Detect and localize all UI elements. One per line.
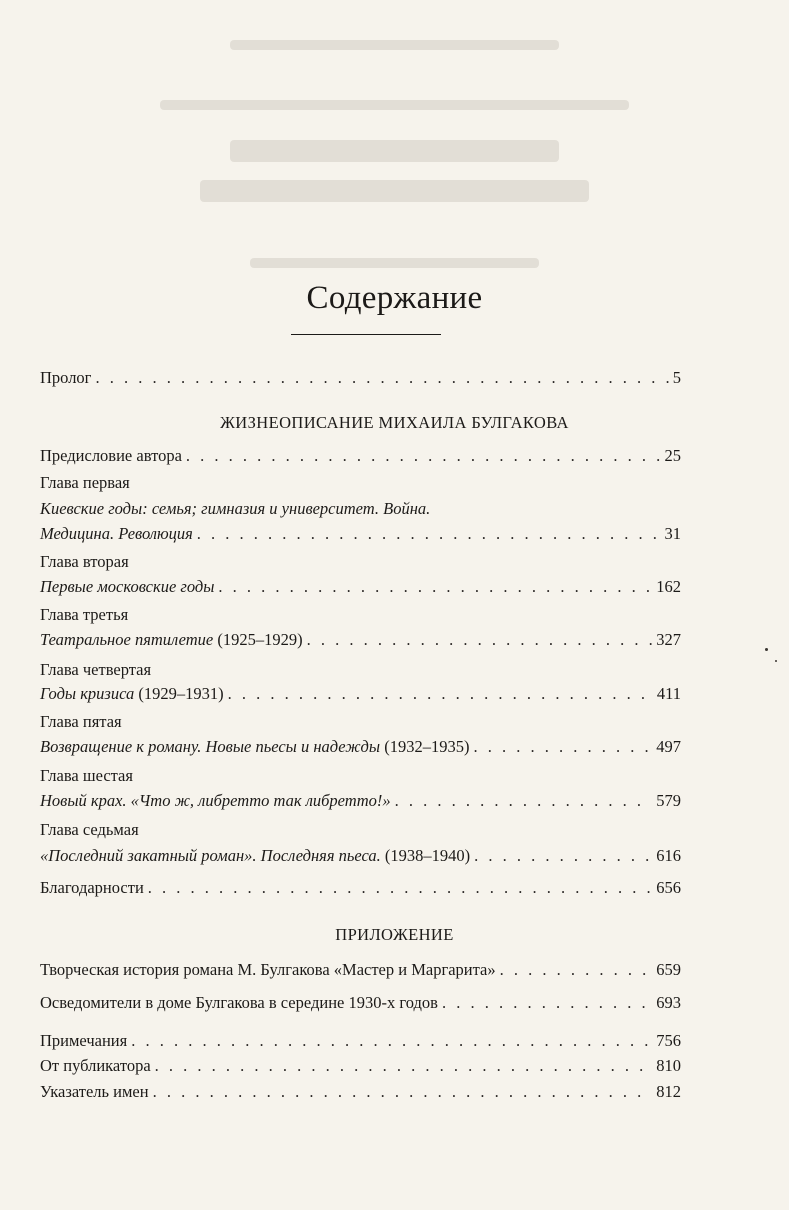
toc-page: 162 [656,577,681,596]
chapter-title-1-line1[interactable]: Киевские годы: семья; гимназия и университет. Война. [40,499,431,518]
toc-entry-chapter-3[interactable] [40,630,681,654]
chapter-label-6: Глава шестая [40,766,133,785]
toc-entry-appendix-2[interactable] [40,993,681,1017]
chapter-label-3: Глава третья [40,605,129,624]
title-underline [291,334,441,335]
toc-label: Творческая история романа М. Булгакова «Мастер и Маргарита» [40,960,496,979]
chapter-label-1: Глава первая [40,473,130,492]
toc-page: 5 [672,368,681,387]
toc-entry-prolog[interactable] [40,368,681,392]
toc-title: Годы кризиса [40,684,135,703]
toc-page: 579 [656,791,681,810]
toc-label: Примечания [40,1031,128,1050]
toc-page: 810 [656,1056,681,1075]
toc-title: Новый крах. «Что ж, либретто так либретто!» [40,791,391,810]
toc-page: 756 [656,1031,681,1050]
leader-dots [228,684,653,704]
toc-page: 411 [656,684,681,703]
toc-entry-chapter-4[interactable] [40,684,681,708]
toc-label: Предисловие автора [40,446,182,465]
toc-entry-chapter-2[interactable] [40,577,681,601]
leader-dots [218,577,652,597]
bleed-through-text [0,0,789,290]
chapter-label-2: Глава вторая [40,552,129,571]
toc-label: Указатель имен [40,1082,149,1101]
leader-dots [131,1031,652,1051]
chapter-label-4: Глава четвертая [40,660,152,679]
toc-page: 812 [656,1082,681,1101]
toc-entry-chapter-7[interactable] [40,846,681,870]
section-heading-biography: ЖИЗНЕОПИСАНИЕ МИХАИЛА БУЛГАКОВА [220,413,569,432]
toc-label: Благодарности [40,878,144,897]
leader-dots [500,960,653,980]
chapter-label-7: Глава седьмая [40,820,139,839]
leader-dots [155,1056,653,1076]
leader-dots [186,446,661,466]
toc-page: 497 [656,737,681,756]
toc-entry-chapter-1[interactable] [40,524,681,548]
chapter-label-5: Глава пятая [40,712,122,731]
toc-entry-thanks[interactable] [40,878,681,902]
toc-title: «Последний закатный роман». Последняя пьеса. [40,846,381,865]
leader-dots [197,524,661,544]
leader-dots [307,630,653,650]
leader-dots [474,846,652,866]
toc-page: 656 [656,878,681,897]
toc-years: (1932–1935) [384,737,470,756]
toc-entry-publisher[interactable] [40,1056,681,1080]
toc-entry-appendix-1[interactable] [40,960,681,984]
leader-dots [473,737,652,757]
leader-dots [395,791,653,811]
toc-label: От публикатора [40,1056,151,1075]
toc-entry-index[interactable] [40,1082,681,1106]
toc-title: Медицина. Революция [40,524,193,543]
toc-page: 31 [664,524,681,543]
toc-page: 327 [656,630,681,649]
toc-entry-notes[interactable] [40,1031,681,1055]
leader-dots [95,368,668,388]
toc-years: (1929–1931) [138,684,224,703]
toc-page: 659 [656,960,681,979]
toc-title: Возвращение к роману. Новые пьесы и надежды [40,737,381,756]
section-heading-appendix: ПРИЛОЖЕНИЕ [335,925,454,944]
toc-years: (1925–1929) [217,630,303,649]
toc-title: Театральное пятилетие [40,630,214,649]
toc-page: 616 [656,846,681,865]
toc-years: (1938–1940) [384,846,471,865]
paper-speck [765,648,768,651]
leader-dots [148,878,652,898]
toc-entry-preface[interactable] [40,446,681,470]
leader-dots [442,993,652,1013]
leader-dots [153,1082,653,1102]
paper-speck [775,660,777,662]
toc-entry-chapter-5[interactable] [40,737,681,761]
toc-page: 693 [656,993,681,1012]
page-title: Содержание [306,280,483,316]
toc-title: Первые московские годы [40,577,215,596]
toc-label: Пролог [40,368,92,387]
toc-label: Осведомители в доме Булгакова в середине 1930-х годов [40,993,438,1012]
toc-entry-chapter-6[interactable] [40,791,681,815]
toc-page: 25 [664,446,681,465]
